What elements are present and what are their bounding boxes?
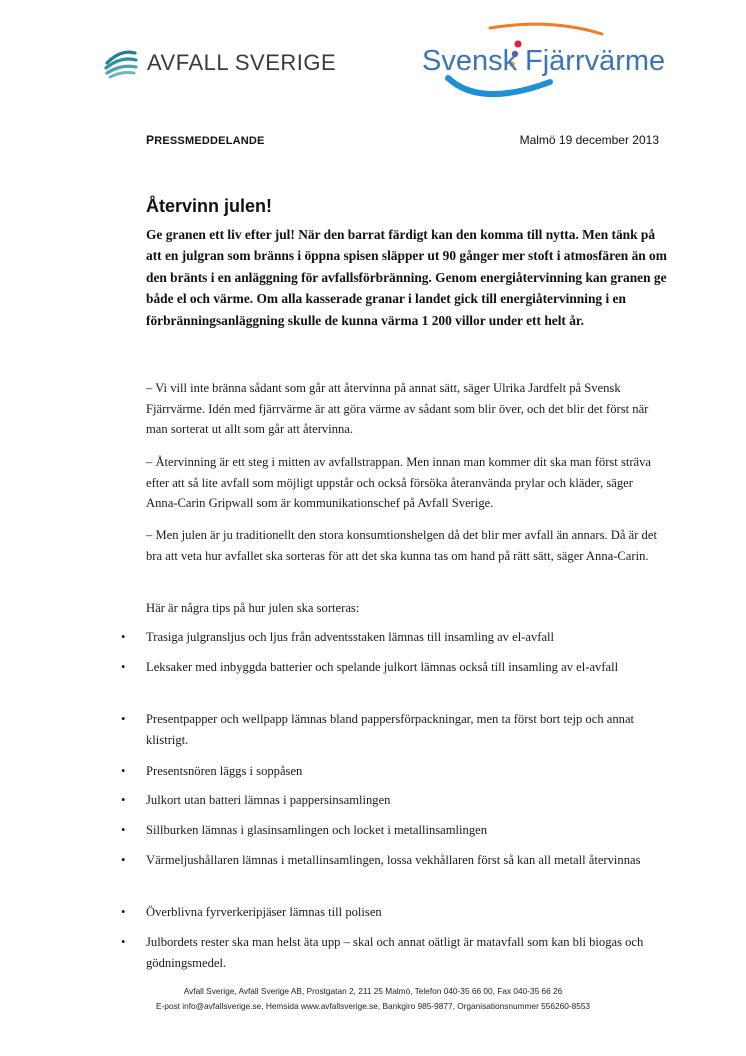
article-lead: Ge granen ett liv efter jul! När den barrat färdigt kan den komma till nytta. Men tänk på att en julgran som bränns i öppna spisen släpper ut 90 gånger mer stoft i atmosfären än om den bränts i en anläggning för avfallsförbränning. Genom energiåtervinning kan granen ge både el och värme. Om alla kasserade granar i landet gick till energiåtervinning i en förbränningsanläggning skulle de kunna värma 1 200 villor under ett helt år.	[146, 227, 667, 328]
list-item	[121, 902, 656, 923]
list-item	[121, 932, 656, 973]
bullet-marker: •	[121, 630, 126, 644]
bullet-marker: •	[121, 823, 126, 837]
list-item	[121, 657, 656, 678]
body-paragraph: – Vi vill inte bränna sådant som går att återvinna på annat sätt, säger Ulrika Jardfelt på Svensk Fjärrvärme. Idén med fjärrvärme är att göra värme av sådant som blir över, och det blir det först när man sorterat ut allt som går att återvinna.	[146, 381, 649, 437]
list-item-text: Julkort utan batteri lämnas i pappersinsamlingen	[146, 793, 391, 807]
list-item-text: Sillburken lämnas i glasinsamlingen och locket i metallinsamlingen	[146, 823, 488, 837]
list-item	[121, 790, 656, 811]
avfall-sverige-logo	[103, 40, 336, 86]
sfv-wordmark-fjarrvarme: Fjärrvärme	[525, 45, 666, 77]
press-release-label-rest: RESSMEDDELANDE	[154, 135, 265, 147]
bullet-marker: •	[121, 793, 126, 807]
list-item-text: Värmeljushållaren lämnas i metallinsamlingen, lossa vekhållaren först så kan all metall återvinnas	[146, 853, 641, 867]
list-item	[121, 761, 656, 782]
tips-intro: Här är några tips på hur julen ska sorteras:	[146, 601, 360, 615]
list-item-text: Julbordets rester ska man helst äta upp – skal och annat oätligt är matavfall som kan bli biogas och gödningsmedel.	[146, 935, 644, 970]
press-release-label-initial: P	[146, 133, 155, 147]
avfall-sverige-emblem-icon	[103, 45, 139, 81]
list-item-text: Trasiga julgransljus och ljus från adventsstaken lämnas till insamling av el-avfall	[146, 630, 555, 644]
footer-address: Avfall Sverige, Avfall Sverige AB, Prostgatan 2, 211 25 Malmö, Telefon 040-35 66 00, Fax 040-35 66 26	[183, 986, 563, 996]
body-paragraph: – Men julen är ju traditionellt den stora konsumtionshelgen då det blir mer avfall än annars. Då är det bra att veta hur avfallet ska sorteras för att det ska kunna tas om hand på rätt sätt, säger Anna-Carin.	[146, 528, 657, 563]
press-release-label	[146, 133, 265, 147]
body-paragraph: – Återvinning är ett steg i mitten av avfallstrappan. Men innan man kommer dit ska man först sträva efter att så lite avfall som möjligt uppstår och också försöka återanvända prylar och kläder, säger Anna-Carin Gripwall som är kommunikationschef på Avfall Sverige.	[146, 455, 652, 511]
bullet-marker: •	[121, 712, 126, 726]
bullet-marker: •	[121, 764, 126, 778]
bullet-marker: •	[121, 905, 126, 919]
press-release-date: Malmö 19 december 2013	[519, 133, 659, 147]
list-item-text: Överblivna fyrverkeripjäser lämnas till polisen	[146, 905, 382, 919]
sfv-wordmark-svensk: Svensk	[422, 45, 518, 77]
article-title: Återvinn julen!	[146, 196, 273, 216]
list-item	[121, 709, 656, 750]
footer-contact: E-post info@avfallsverige.se, Hemsida www.avfallsverige.se, Bankgiro 985-9877, Organisationsnummer 556260-8553	[155, 1001, 591, 1011]
list-item-text: Leksaker med inbyggda batterier och spelande julkort lämnas också till insamling av el-avfall	[146, 660, 619, 674]
bullet-marker: •	[121, 660, 126, 674]
avfall-sverige-wordmark: AVFALL SVERIGE	[147, 50, 337, 75]
bullet-marker: •	[121, 935, 126, 949]
list-item-text: Presentsnören läggs i soppåsen	[146, 764, 303, 778]
bullet-marker: •	[121, 853, 126, 867]
svensk-fjarrvarme-logo	[420, 20, 670, 110]
list-item	[121, 850, 656, 871]
list-item	[121, 820, 656, 841]
list-item-text: Presentpapper och wellpapp lämnas bland pappersförpackningar, men ta först bort tejp och annat klistrigt.	[146, 712, 635, 747]
list-item	[121, 627, 656, 648]
